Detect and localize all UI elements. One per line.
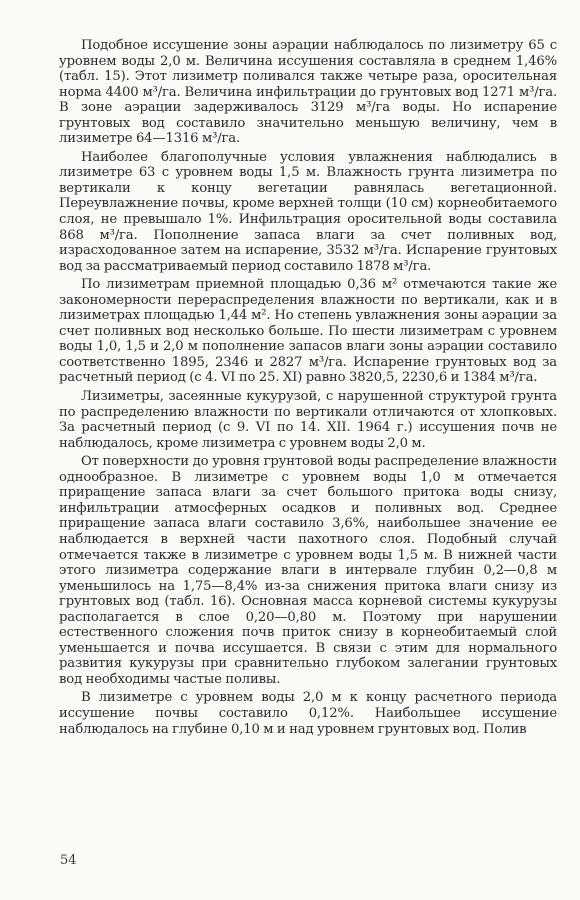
paragraph-small-lysimeters: По лизиметрам приемной площадью 0,36 м² отмечаются такие же закономерности перераспределения влажности по вертикали, как и в лизиметрах площадью 1,44 м². Но степень увлажнения зоны аэрации за счет поливных вод несколько больше. По шести лизиметрам с уровнем воды 1,0, 1,5 и 2,0 м пополнение запасов влаги зоны аэрации составило соответственно 1895, 2346 и 2827 м³/га. Испарение грунтовых вод за расчетный период (с 4. VI по 25. XI) равно 3820,5, 2230,6 и 1384 м³/га.	[59, 277, 557, 386]
paragraph-corn-lysimeters: Лизиметры, засеянные кукурузой, с нарушенной структурой грунта по распределению влажности по вертикали отличаются от хлопковых. За расчетный период (с 9. VI по 14. XII. 1964 г.) иссушения почв не наблюдалось, кроме лизиметра с уровнем воды 2,0 м.	[59, 389, 557, 451]
paragraph-lysimeter-2m: В лизиметре с уровнем воды 2,0 м к концу расчетного периода иссушение почвы составило 0,12%. Наибольшее иссушение наблюдалось на глубине 0,10 м и над уровнем грунтовых вод. Полив	[59, 690, 557, 737]
paragraph-moisture-distribution: От поверхности до уровня грунтовой воды распределение влажности однообразное. В лизиметре с уровнем воды 1,0 м отмечается приращение запаса влаги за счет большого притока воды снизу, инфильтрации атмосферных осадков и поливных вод. Среднее приращение запаса влаги составило 3,6%, наибольшее значение ее наблюдается в верхней части пахотного слоя. Подобный случай отмечается также в лизиметре с уровнем воды 1,5 м. В нижней части этого лизиметра содержание влаги в интервале глубин 0,2—0,8 м уменьшилось на 1,75—8,4% из-за снижения притока влаги снизу из грунтовых вод (табл. 16). Основная масса корневой системы кукурузы располагается в слое 0,20—0,80 м. Поэтому при нарушении естественного сложения почв приток снизу в корнеобитаемый слой уменьшается и почва иссушается. В связи с этим для нормального развития кукурузы при сравнительно глубоком залегании грунтовых вод необходимы частые поливы.	[59, 454, 557, 687]
paragraph-lysimeter-65: Подобное иссушение зоны аэрации наблюдалось по лизиметру 65 с уровнем воды 2,0 м. Величина иссушения составляла в среднем 1,46% (табл. 15). Этот лизиметр поливался также четыре раза, оросительная норма 4400 м³/га. Величина инфильтрации до грунтовых вод 1271 м³/га. В зоне аэрации задерживалось 3129 м³/га воды. Но испарение грунтовых вод составило значительно меньшую величину, чем в лизиметре 64—1316 м³/га.	[59, 38, 557, 147]
paragraph-lysimeter-63: Наиболее благополучные условия увлажнения наблюдались в лизиметре 63 с уровнем воды 1,5 м. Влажность грунта лизиметра по вертикали к концу вегетации равнялась вегетационной. Переувлажнение почвы, кроме верхней толщи (10 см) корнеобитаемого слоя, не превышало 1%. Инфильтрация оросительной воды составила 868 м³/га. Пополнение запаса влаги за счет поливных вод, израсходованное затем на испарение, 3532 м³/га. Испарение грунтовых вод за рассматриваемый период составило 1878 м³/га.	[59, 149, 557, 274]
page-number: 54	[60, 853, 77, 868]
body-text	[59, 38, 557, 740]
